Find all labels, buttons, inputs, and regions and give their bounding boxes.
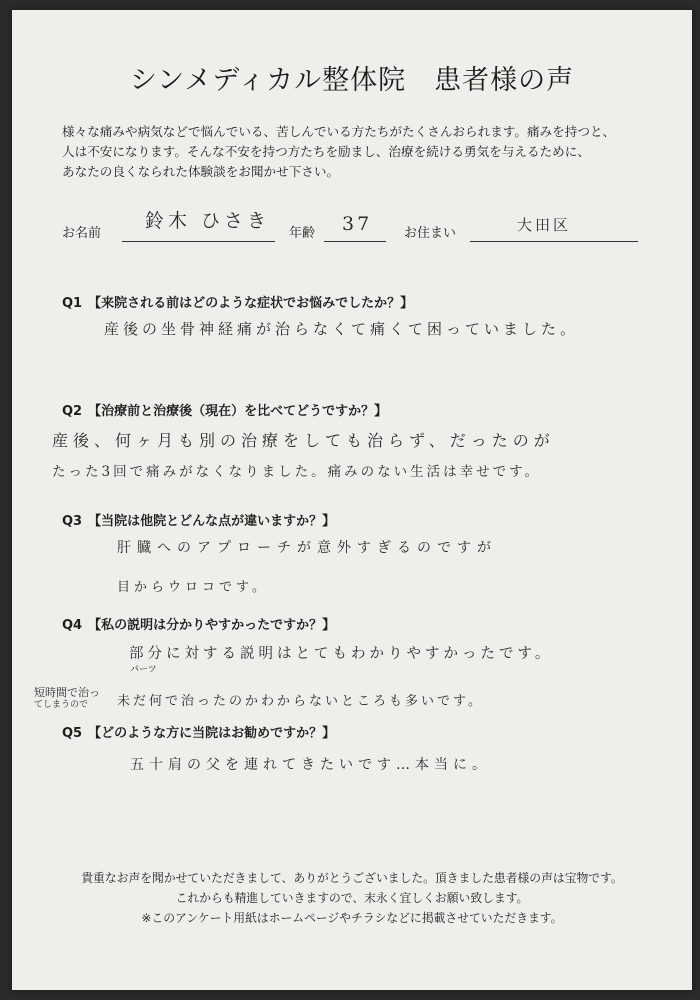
answer-4-line-1: 部分に対する説明はとてもわかりやすかったです。 — [129, 646, 554, 662]
question-text: 【治療前と治療後（現在）を比べてどうですか？】 — [88, 404, 388, 419]
question-3 — [62, 510, 335, 529]
question-text: 【どのような方に当院はお勧めですか？】 — [88, 726, 336, 741]
age-label: 年齢 — [289, 226, 316, 241]
answer-2-line-2: たった3回で痛みがなくなりました。痛みのない生活は幸せです。 — [52, 464, 542, 480]
name-label: お名前 — [62, 226, 102, 241]
footer-line: これからも精進していきますので、末永く宜しくお願い致します。 — [175, 891, 529, 905]
intro-line: 様々な痛みや病気などで悩んでいる、苦しんでいる方たちがたくさんおられます。痛みを持つと、 — [62, 124, 616, 139]
answer-5-line-1: 五十肩の父を連れてきたいです…本当に。 — [130, 757, 491, 773]
question-2 — [62, 400, 387, 419]
question-number: Q5 — [62, 726, 83, 741]
side-note-line: 短時間で治っ — [34, 686, 100, 699]
age-value: 37 — [342, 213, 373, 235]
question-5 — [62, 722, 335, 741]
question-1 — [62, 292, 413, 311]
question-number: Q3 — [62, 514, 83, 529]
address-value: 大田区 — [517, 216, 572, 234]
age-underline — [324, 241, 386, 242]
answer-4-side-note — [34, 686, 100, 712]
intro-line: 人は不安になります。そんな不安を持つ方たちを励まし、治療を続ける勇気を与えるために、 — [62, 144, 590, 159]
answer-3-line-1: 肝臓へのアプローチが意外すぎるのですが — [117, 540, 497, 556]
question-number: Q4 — [62, 618, 83, 633]
question-text: 【当院は他院とどんな点が違いますか？】 — [88, 514, 336, 529]
answer-2-line-1: 産後、何ヶ月も別の治療をしても治らず、だったのが — [52, 431, 555, 450]
question-number: Q1 — [62, 296, 83, 311]
footer-line: 貴重なお声を聞かせていただきまして、ありがとうございました。頂きました患者様の声は宝物です。 — [81, 871, 623, 885]
footer-line: ※このアンケート用紙はホームページやチラシなどに掲載させていただきます。 — [141, 911, 563, 925]
answer-4-ruby-note: パーツ — [130, 665, 157, 675]
answer-3-line-2: 目からウロコです。 — [117, 580, 269, 595]
page-title: シンメディカル整体院 患者様の声 — [129, 65, 575, 96]
name-value: 鈴木 ひさき — [145, 210, 271, 232]
intro-line: あなたの良くなられた体験談をお聞かせ下さい。 — [62, 164, 340, 179]
name-underline — [122, 241, 275, 242]
address-label: お住まい — [404, 226, 457, 241]
question-text: 【私の説明は分かりやすかったですか？】 — [88, 618, 336, 633]
address-underline — [470, 241, 638, 242]
question-4 — [62, 614, 335, 633]
answer-1-line-1: 産後の坐骨神経痛が治らなくて痛くて困っていました。 — [104, 320, 580, 338]
survey-sheet — [12, 10, 692, 990]
side-note-line: てしまうので — [34, 700, 89, 710]
question-number: Q2 — [62, 404, 83, 419]
question-text: 【来院される前はどのような症状でお悩みでしたか？】 — [88, 296, 414, 311]
intro-text — [62, 122, 682, 182]
footer-text — [12, 868, 692, 928]
answer-4-line-2: 未だ何で治ったのかわからないところも多いです。 — [117, 694, 484, 709]
